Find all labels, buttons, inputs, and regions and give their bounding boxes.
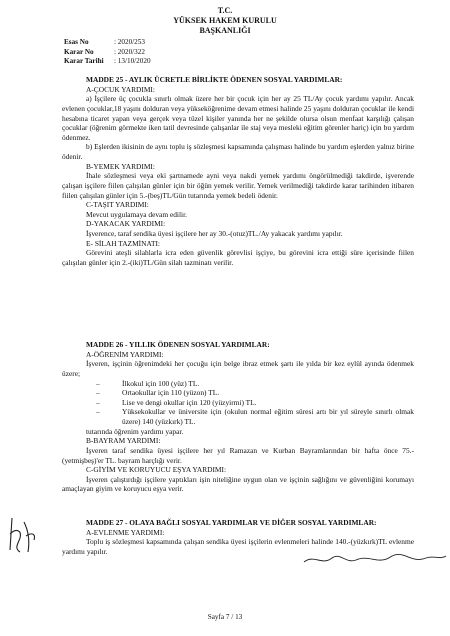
- education-aid-list: [62, 379, 414, 427]
- m25-d-title: D-YAKACAK YARDIMI:: [86, 219, 166, 229]
- article-26: [62, 340, 414, 494]
- m27-a-body: Toplu iş sözleşmesi kapsamında çalışan sendika üyesi işçilerin evlenmeleri halinde 140.-(yüzkırk)TL evlenme yardımı yapılır.: [62, 537, 414, 556]
- m27-a-title: A-EVLENME YARDIMI:: [86, 527, 165, 537]
- m25-title: MADDE 25 - AYLIK ÜCRETLE BİRLİKTE ÖDENEN SOSYAL YARDIMLAR:: [86, 75, 343, 84]
- m25-a-text: a) İşçilere üç çocukla sınırlı olmak üzere her bir çocuk için her ay 25 TL/Ay çocuk yardımı yapılır. Ancak evlenen çocuklar,18 yaşını dolduran veya yükseköğrenime devam etmesi halinde 25 yaşını dolduran çocuklar ile kendi hesabına ticaret yapan veya gerçek veya tüzel kişiler yanında her ne şekilde olursa olsun menfaat karşılığı çalışan çocuklar (öğrenim görmekte iken tatil devresinde çalışanlar ile staj veya mesleki eğitim görenler hariç) için bu yardım ödenmez.: [62, 94, 414, 142]
- meta-karar: Karar No : 2020/322: [64, 47, 145, 56]
- page-number: Sayfa 7 / 13: [207, 613, 243, 621]
- case-meta: [64, 38, 151, 67]
- signature-scribble: [300, 546, 450, 570]
- m26-b-body: İşveren taraf sendika üyesi işçilere her yıl Ramazan ve Kurban Bayramlarından bir hafta önce 75.-(yetmişbeş)'er TL. bayram harçlığı verir.: [62, 445, 414, 465]
- m26-a-title: A-ÖĞRENİM YARDIMI:: [86, 349, 164, 359]
- header-authority: YÜKSEK HAKEM KURULU: [173, 16, 277, 25]
- m26-c-title: C-GİYİM VE KORUYUCU EŞYA YARDIMI:: [86, 465, 227, 475]
- handwritten-initials: [6, 512, 40, 556]
- meta-esas: Esas No : 2020/253: [64, 38, 145, 46]
- m25-b-text: b) Eşlerden ikisinin de aynı toplu iş sözleşmesi kapsamında çalışması halinde bu yardım eşlerden yalnız birine ödenir.: [62, 142, 414, 161]
- m25-e-title: E- SİLAH TAZMİNATI:: [86, 238, 160, 248]
- m26-a-tail: tutarında öğrenim yardımı yapar.: [86, 426, 184, 436]
- m25-c-title: C-TAŞIT YARDIMI:: [86, 200, 149, 210]
- m25-e-body: Görevini ateşli silahlarla icra eden güvenlik görevlisi işçiye, bu görevini icra ettiği süre içerisinde fiilen çalışılan günler için 2.-(iki)TL/Gün silah tazminatı verilir.: [62, 248, 414, 267]
- m27-title: MADDE 27 - OLAYA BAĞLI SOSYAL YARDIMLAR VE DİĞER SOSYAL YARDIMLAR:: [86, 518, 377, 527]
- list-item: – İlkokul için 100 (yüz) TL.: [62, 379, 414, 389]
- m26-title: MADDE 26 - YILLIK ÖDENEN SOSYAL YARDIMLAR:: [86, 340, 270, 349]
- list-item: – Lise ve dengi okullar için 120 (yüzyirmi) TL.: [62, 398, 414, 408]
- header-presidency: BAŞKANLIĞI: [199, 26, 251, 35]
- m25-a-title: A-ÇOCUK YARDIMI:: [86, 84, 155, 94]
- m26-c-body: İşveren çalıştırdığı işçilere yaptıkları işin niteliğine uygun olan ve işçinin sağlığını ve güvenliğini korumayı amaçlayan giyim ve koruyucu eşya verir.: [62, 474, 414, 494]
- m25-d-body: İşverence, taraf sendika üyesi işçilere her ay 30.-(otuz)TL./Ay yakacak yardımı yapılır.: [86, 229, 343, 238]
- list-item: – Ortaokullar için 110 (yüzon) TL.: [62, 388, 414, 398]
- m26-b-title: B-BAYRAM YARDIMI:: [86, 436, 161, 446]
- list-item: – Yüksekokullar ve üniversite için (okulun normal eğitim süresi artı bir yıl süreyle sınırlı olmak üzere) 140 (yüzkırk) TL.: [62, 407, 414, 426]
- header-tc: T.C.: [217, 6, 233, 15]
- meta-tarih: Karar Tarihi : 13/10/2020: [64, 57, 151, 66]
- article-25: [62, 75, 414, 268]
- m25-b-title: B-YEMEK YARDIMI:: [86, 161, 155, 171]
- m25-c-body: Mevcut uygulamaya devam edilir.: [86, 209, 187, 219]
- m25-b-body: İhale sözleşmesi veya eki şartnamede ayni veya nakdi yemek yardımı öngörülmediği takdirde, işverende çalışan işçilere fiilen çalışılan günler için bir öğün yemek verilir. Yemek verilmediği takdirde karar tarihinden itibaren fiilen çalışılan günler için 5.-(beş)TL/Gün tutarında yemek bedeli ödenir.: [62, 171, 414, 200]
- m26-a-body: İşveren, işçinin öğrenimdeki her çocuğu için belge ibraz etmek şartı ile yılda bir kez eylül ayında ödenmek üzere;: [62, 359, 414, 378]
